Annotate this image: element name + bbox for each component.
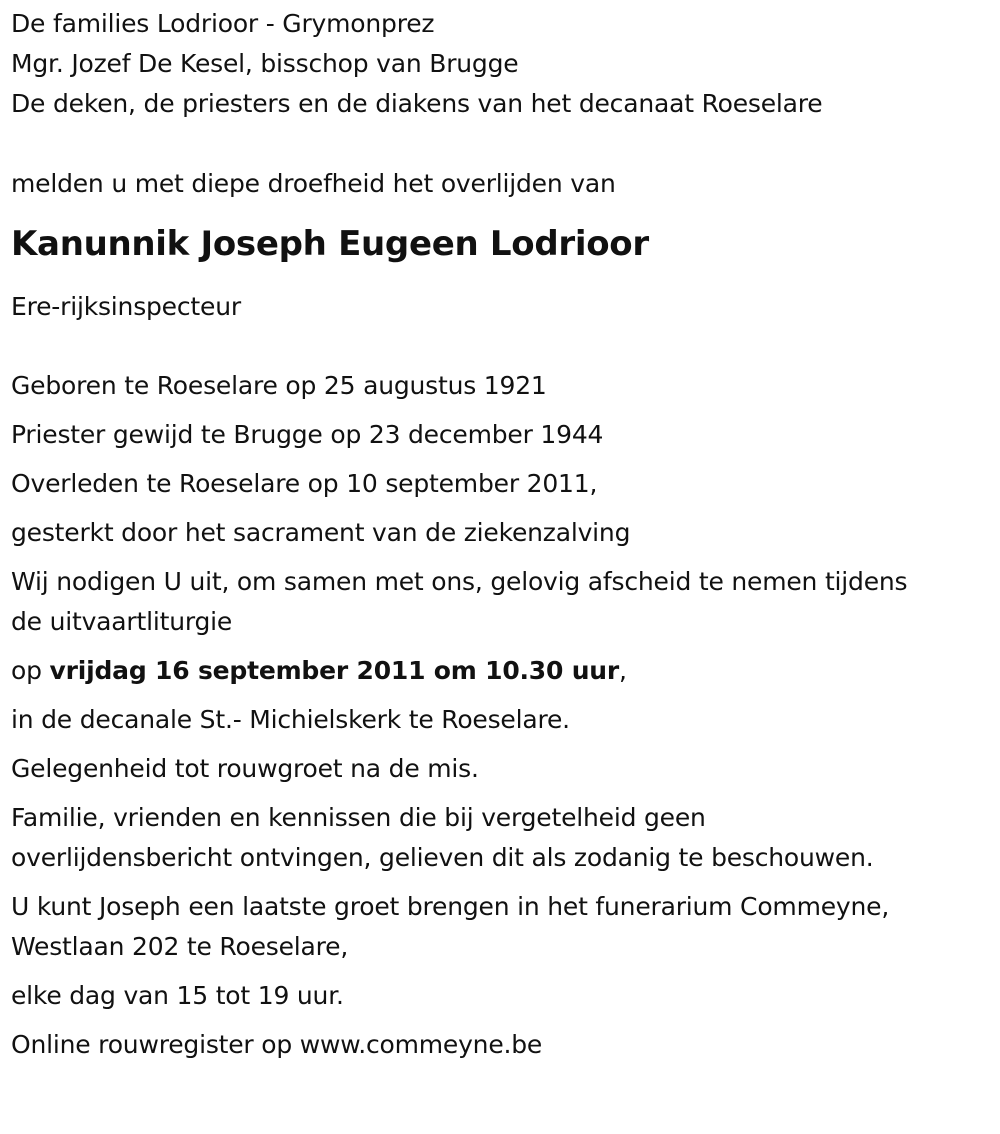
deceased-title: Ere-rijksinspecteur: [11, 292, 241, 321]
deceased-name: Kanunnik Joseph Eugeen Lodrioor: [11, 224, 649, 264]
invitation-paragraph: [11, 562, 996, 642]
died-line: Overleden te Roeselare op 10 september 2011,: [11, 469, 598, 498]
notice-line-2: overlijdensbericht ontvingen, gelieven dit als zodanig te beschouwen.: [11, 843, 874, 872]
visit-hours-line: elke dag van 15 tot 19 uur.: [11, 981, 344, 1010]
ordained-line: Priester gewijd te Brugge op 23 december 1944: [11, 420, 604, 449]
announcers-block: [11, 0, 996, 124]
notice-paragraph: [11, 798, 996, 878]
condolence-line: Gelegenheid tot rouwgroet na de mis.: [11, 754, 479, 783]
online-register-line: Online rouwregister op www.commeyne.be: [11, 1030, 543, 1059]
sacrament-line: gesterkt door het sacrament van de ziekenzalving: [11, 518, 631, 547]
announcement-text: melden u met diepe droefheid het overlijden van: [11, 169, 616, 198]
announcer-bishop: Mgr. Jozef De Kesel, bisschop van Brugge: [11, 49, 519, 78]
obituary-notice: [11, 0, 996, 1074]
funeral-date-suffix: ,: [619, 656, 627, 685]
announcer-families: De families Lodrioor - Grymonprez: [11, 9, 435, 38]
funeral-date-line: [11, 651, 996, 691]
funeral-date-time: vrijdag 16 september 2011 om 10.30 uur: [49, 656, 620, 685]
born-line: Geboren te Roeselare op 25 augustus 1921: [11, 371, 547, 400]
church-line: in de decanale St.- Michielskerk te Roeselare.: [11, 705, 570, 734]
invitation-line-1: Wij nodigen U uit, om samen met ons, gelovig afscheid te nemen tijdens: [11, 567, 908, 596]
funeral-date-prefix: op: [11, 656, 50, 685]
invitation-line-2: de uitvaartliturgie: [11, 607, 233, 636]
notice-line-1: Familie, vrienden en kennissen die bij vergetelheid geen: [11, 803, 706, 832]
visit-paragraph: [11, 887, 996, 967]
visit-line-2: Westlaan 202 te Roeselare,: [11, 932, 349, 961]
announcer-deanery: De deken, de priesters en de diakens van het decanaat Roeselare: [11, 89, 823, 118]
visit-line-1: U kunt Joseph een laatste groet brengen in het funerarium Commeyne,: [11, 892, 890, 921]
